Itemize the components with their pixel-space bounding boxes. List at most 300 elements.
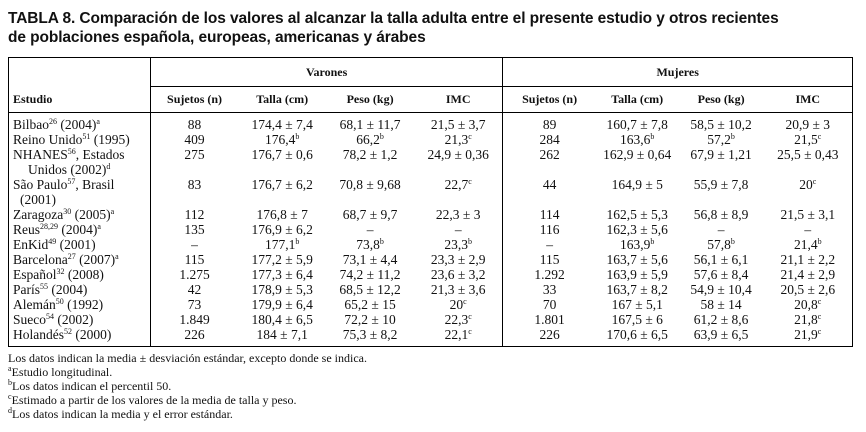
male-subjects-cell <box>150 327 238 347</box>
footnote-mark: c <box>468 327 472 336</box>
male-height-value: 174,4 ± 7,4 <box>251 117 313 132</box>
table-row <box>9 252 853 267</box>
female-weight-value: 56,1 ± 6,1 <box>693 252 749 267</box>
reference-number: 28,29 <box>40 222 58 231</box>
male-weight-cell <box>326 177 414 207</box>
female-subjects-value: – <box>546 237 553 252</box>
female-subjects-cell <box>503 312 596 327</box>
female-bmi-value: 21,1 ± 2,2 <box>780 252 836 267</box>
male-bmi-cell <box>414 132 503 147</box>
female-subjects-cell <box>503 177 596 207</box>
table-row <box>9 222 853 237</box>
male-bmi-cell <box>414 327 503 347</box>
female-subjects-cell <box>503 147 596 177</box>
female-weight-cell <box>679 207 764 222</box>
female-bmi-cell <box>764 267 853 282</box>
male-subjects-value: 1.849 <box>179 312 210 327</box>
female-subjects-value: 116 <box>539 222 560 237</box>
male-subjects-cell <box>150 132 238 147</box>
male-weight-value: 74,2 ± 11,2 <box>339 267 401 282</box>
male-height-cell <box>238 312 326 327</box>
female-weight-value: 58,5 ± 10,2 <box>690 117 752 132</box>
female-bmi-cell <box>764 252 853 267</box>
female-height-cell <box>596 207 679 222</box>
male-height-value: 176,4 <box>265 132 296 147</box>
footnote-text: Estudio longitudinal. <box>11 365 113 379</box>
footnote-text: Los datos indican el percentil 50. <box>12 379 172 393</box>
male-weight-value: 78,2 ± 1,2 <box>342 147 398 162</box>
male-height-value: 178,9 ± 5,3 <box>251 282 313 297</box>
female-height-value: 163,6 <box>620 132 651 147</box>
male-subjects-cell <box>150 297 238 312</box>
reference-number: 50 <box>55 297 64 306</box>
male-subjects-cell <box>150 207 238 222</box>
table-title <box>8 9 858 47</box>
male-weight-cell <box>326 222 414 237</box>
female-subjects-cell <box>503 297 596 312</box>
male-height-value: 177,3 ± 6,4 <box>251 267 313 282</box>
male-bmi-value: 23,6 ± 3,2 <box>430 267 486 282</box>
footnote-text: Estimado a partir de los valores de la media de talla y peso. <box>11 393 297 407</box>
female-weight-cell <box>679 237 764 252</box>
male-subjects-cell <box>150 222 238 237</box>
footnote-mark: c <box>8 392 12 401</box>
male-bmi-cell <box>414 222 503 237</box>
footnote-mark: b <box>379 132 384 141</box>
male-height-cell <box>238 207 326 222</box>
male-bmi-cell <box>414 297 503 312</box>
study-name: Sueco <box>13 312 46 327</box>
male-bmi-value: – <box>454 222 462 237</box>
male-bmi-cell <box>414 237 503 252</box>
female-weight-value: 57,6 ± 8,4 <box>693 267 749 282</box>
study-detail-line2: Unidos (2002) <box>28 162 107 177</box>
female-weight-cell <box>679 312 764 327</box>
title-line-1: TABLA 8. Comparación de los valores al alcanzar la talla adulta entre el presente estudio y otros recientes <box>8 10 779 27</box>
female-weight-cell <box>679 132 764 147</box>
male-subjects-value: 135 <box>184 222 205 237</box>
footnote-mark: a <box>97 222 101 231</box>
footnote-mark: b <box>650 237 655 246</box>
footnote-mark: b <box>730 132 735 141</box>
male-subjects-value: 73 <box>187 297 202 312</box>
male-subjects-cell <box>150 252 238 267</box>
female-bmi-value: 25,5 ± 0,43 <box>777 147 839 162</box>
female-height-cell <box>596 222 679 237</box>
female-height-value: 162,3 ± 5,6 <box>606 222 668 237</box>
male-height-cell <box>238 113 326 133</box>
table-row <box>9 177 853 207</box>
female-subjects-value: 44 <box>542 177 557 192</box>
col-header-female-subjects: Sujetos (n) <box>503 87 596 113</box>
reference-number: 30 <box>63 207 72 216</box>
female-weight-value: 55,9 ± 7,8 <box>693 177 749 192</box>
female-height-value: 160,7 ± 7,8 <box>606 117 668 132</box>
male-weight-cell <box>326 252 414 267</box>
female-bmi-cell <box>764 147 853 177</box>
table-row <box>9 312 853 327</box>
study-detail: (2005) <box>71 207 111 222</box>
female-bmi-cell <box>764 327 853 347</box>
female-subjects-cell <box>503 327 596 347</box>
male-subjects-cell <box>150 113 238 133</box>
female-bmi-value: 21,5 ± 3,1 <box>780 207 836 222</box>
female-weight-cell <box>679 177 764 207</box>
female-height-cell <box>596 113 679 133</box>
female-height-value: 167 ± 5,1 <box>611 297 663 312</box>
female-height-cell <box>596 267 679 282</box>
male-weight-value: 68,5 ± 12,2 <box>339 282 401 297</box>
male-bmi-cell <box>414 147 503 177</box>
female-bmi-cell <box>764 282 853 297</box>
footnote-mark: b <box>468 237 473 246</box>
footnote-mark: a <box>96 117 100 126</box>
reference-number: 57 <box>67 177 76 186</box>
female-subjects-value: 115 <box>539 252 560 267</box>
female-weight-cell <box>679 267 764 282</box>
female-subjects-cell <box>503 222 596 237</box>
study-detail: (1995) <box>90 132 130 147</box>
study-cell <box>9 267 151 282</box>
male-subjects-value: 226 <box>184 327 205 342</box>
female-subjects-cell <box>503 237 596 252</box>
study-name: Alemán <box>13 297 56 312</box>
male-bmi-value: 21,5 ± 3,7 <box>430 117 486 132</box>
female-bmi-value: 21,5 <box>794 132 818 147</box>
footnote-mark: c <box>817 132 822 141</box>
study-name: Barcelona <box>13 252 68 267</box>
male-bmi-value: 22,7 <box>444 177 469 192</box>
male-subjects-cell <box>150 282 238 297</box>
study-cell <box>9 177 151 207</box>
male-weight-cell <box>326 147 414 177</box>
female-height-cell <box>596 237 679 252</box>
footnote-mark: d <box>8 406 12 415</box>
female-height-value: 162,9 ± 0,64 <box>603 147 672 162</box>
study-detail: (1992) <box>63 297 104 312</box>
footnote-mark: a <box>110 207 115 216</box>
male-weight-value: 73,8 <box>356 237 380 252</box>
group-header-female: Mujeres <box>503 58 853 87</box>
male-height-cell <box>238 177 326 207</box>
reference-number: 51 <box>82 132 91 141</box>
footnote-mark: c <box>468 132 472 141</box>
male-weight-value: 66,2 <box>356 132 380 147</box>
footnote-mark: b <box>817 237 822 246</box>
male-bmi-cell <box>414 207 503 222</box>
male-height-cell <box>238 282 326 297</box>
footnote-mark: b <box>650 132 655 141</box>
footnote <box>8 407 858 421</box>
female-weight-value: 57,2 <box>707 132 731 147</box>
female-height-value: 163,9 ± 5,9 <box>606 267 668 282</box>
study-cell <box>9 327 151 347</box>
female-bmi-cell <box>764 177 853 207</box>
male-bmi-cell <box>414 282 503 297</box>
footnote-mark: d <box>106 162 111 171</box>
title-line-2: de poblaciones española, europeas, americanas y árabes <box>8 29 426 46</box>
table-body <box>9 113 853 347</box>
female-weight-value: – <box>717 222 725 237</box>
male-weight-value: 68,1 ± 11,7 <box>339 117 401 132</box>
female-weight-value: 54,9 ± 10,4 <box>690 282 752 297</box>
female-subjects-cell <box>503 207 596 222</box>
male-bmi-value: 23,3 ± 2,9 <box>430 252 486 267</box>
female-weight-value: 56,8 ± 8,9 <box>693 207 749 222</box>
male-subjects-value: 1.275 <box>179 267 210 282</box>
study-detail: , Brasil <box>75 177 115 192</box>
female-bmi-cell <box>764 297 853 312</box>
female-weight-cell <box>679 327 764 347</box>
male-subjects-cell <box>150 177 238 207</box>
male-bmi-value: 22,3 ± 3 <box>435 207 481 222</box>
male-subjects-value: 409 <box>184 132 205 147</box>
male-height-value: 177,2 ± 5,9 <box>251 252 313 267</box>
male-bmi-cell <box>414 267 503 282</box>
male-height-cell <box>238 267 326 282</box>
female-height-cell <box>596 252 679 267</box>
male-subjects-value: 112 <box>184 207 205 222</box>
female-height-value: 163,7 ± 8,2 <box>606 282 668 297</box>
table-row <box>9 207 853 222</box>
footnote-mark: c <box>817 312 822 321</box>
male-bmi-cell <box>414 177 503 207</box>
male-bmi-value: 20 <box>449 297 464 312</box>
footnote-mark: c <box>812 177 817 186</box>
study-cell <box>9 113 151 133</box>
study-cell <box>9 252 151 267</box>
empty-header-cell <box>9 58 151 87</box>
female-height-value: 163,9 <box>620 237 651 252</box>
male-subjects-cell <box>150 312 238 327</box>
male-height-cell <box>238 297 326 312</box>
female-height-cell <box>596 177 679 207</box>
female-subjects-cell <box>503 113 596 133</box>
reference-number: 52 <box>64 327 72 336</box>
male-height-value: 180,4 ± 6,5 <box>251 312 313 327</box>
footnote-mark: a <box>8 364 12 373</box>
study-cell <box>9 237 151 252</box>
female-bmi-value: 21,4 ± 2,9 <box>780 267 836 282</box>
male-weight-value: 73,1 ± 4,4 <box>342 252 398 267</box>
female-bmi-cell <box>764 113 853 133</box>
study-name: Reino Unido <box>13 132 83 147</box>
female-subjects-value: 89 <box>542 117 557 132</box>
footnote-mark: b <box>730 237 735 246</box>
footnote-mark: a <box>115 252 119 261</box>
male-subjects-cell <box>150 237 238 252</box>
footnote-mark: c <box>468 177 472 186</box>
study-name: Reus <box>13 222 40 237</box>
female-bmi-value: 20,9 ± 3 <box>785 117 831 132</box>
female-bmi-cell <box>764 312 853 327</box>
male-weight-value: – <box>366 222 374 237</box>
study-cell <box>9 222 151 237</box>
male-weight-value: 68,7 ± 9,7 <box>342 207 398 222</box>
study-cell <box>9 207 151 222</box>
male-height-value: 179,9 ± 6,4 <box>251 297 313 312</box>
male-weight-value: 72,2 ± 10 <box>344 312 396 327</box>
male-height-cell <box>238 327 326 347</box>
footnote-text: Los datos indican la media ± desviación estándar, excepto donde se indica. <box>8 351 367 365</box>
male-bmi-value: 21,3 ± 3,6 <box>430 282 486 297</box>
table-row <box>9 237 853 252</box>
col-header-male-bmi: IMC <box>414 87 503 113</box>
female-height-value: 163,7 ± 5,6 <box>606 252 668 267</box>
study-name: Bilbao <box>13 117 49 132</box>
female-subjects-value: 33 <box>542 282 557 297</box>
male-weight-value: 70,8 ± 9,68 <box>339 177 401 192</box>
study-detail: (2004) <box>57 117 97 132</box>
female-weight-value: 57,8 <box>707 237 731 252</box>
female-weight-cell <box>679 222 764 237</box>
study-cell <box>9 312 151 327</box>
male-subjects-value: – <box>191 237 198 252</box>
female-subjects-cell <box>503 252 596 267</box>
male-weight-value: 65,2 ± 15 <box>344 297 396 312</box>
female-height-value: 167,5 ± 6 <box>611 312 663 327</box>
female-bmi-cell <box>764 207 853 222</box>
study-name: Zaragoza <box>13 207 64 222</box>
female-bmi-cell <box>764 132 853 147</box>
female-weight-value: 58 ± 14 <box>700 297 742 312</box>
study-detail: (2007) <box>75 252 116 267</box>
female-height-cell <box>596 282 679 297</box>
female-height-cell <box>596 297 679 312</box>
female-weight-value: 67,9 ± 1,21 <box>690 147 752 162</box>
male-weight-cell <box>326 237 414 252</box>
col-header-female-bmi: IMC <box>764 87 853 113</box>
study-cell <box>9 132 151 147</box>
male-subjects-value: 83 <box>187 177 202 192</box>
female-height-cell <box>596 312 679 327</box>
male-height-value: 176,7 ± 0,6 <box>251 147 313 162</box>
reference-number: 27 <box>67 252 76 261</box>
male-bmi-value: 24,9 ± 0,36 <box>427 147 489 162</box>
female-bmi-value: 21,8 <box>794 312 818 327</box>
female-bmi-cell <box>764 237 853 252</box>
study-detail: (2002) <box>54 312 94 327</box>
footnote-text: Los datos indican la media y el error estándar. <box>12 407 233 421</box>
male-weight-cell <box>326 312 414 327</box>
footnote <box>8 393 858 407</box>
female-weight-cell <box>679 147 764 177</box>
group-header-row <box>9 58 853 87</box>
female-subjects-cell <box>503 132 596 147</box>
comparison-table <box>8 57 853 347</box>
female-weight-value: 63,9 ± 6,5 <box>693 327 749 342</box>
col-header-female-height: Talla (cm) <box>596 87 679 113</box>
male-subjects-cell <box>150 267 238 282</box>
female-subjects-value: 70 <box>542 297 557 312</box>
male-height-value: 176,9 ± 6,2 <box>251 222 313 237</box>
male-subjects-value: 88 <box>187 117 202 132</box>
male-height-cell <box>238 237 326 252</box>
male-subjects-value: 42 <box>187 282 202 297</box>
table-row <box>9 282 853 297</box>
reference-number: 56 <box>67 147 76 156</box>
male-height-value: 177,1 <box>265 237 296 252</box>
female-bmi-value: 21,4 <box>793 237 818 252</box>
female-weight-cell <box>679 282 764 297</box>
study-detail: , Estados <box>75 147 125 162</box>
footnote-mark: b <box>295 132 300 141</box>
study-detail: (2004) <box>58 222 98 237</box>
male-subjects-cell <box>150 147 238 177</box>
col-header-study: Estudio <box>9 87 151 113</box>
male-weight-cell <box>326 207 414 222</box>
footnote-mark: b <box>379 237 384 246</box>
male-bmi-cell <box>414 252 503 267</box>
male-weight-cell <box>326 327 414 347</box>
female-bmi-cell <box>764 222 853 237</box>
male-bmi-value: 22,1 <box>444 327 469 342</box>
table-row <box>9 327 853 347</box>
footnote-mark: c <box>817 297 822 306</box>
male-weight-cell <box>326 282 414 297</box>
male-height-cell <box>238 222 326 237</box>
male-height-value: 176,7 ± 6,2 <box>251 177 313 192</box>
table-row <box>9 147 853 177</box>
male-weight-cell <box>326 132 414 147</box>
table-row <box>9 267 853 282</box>
female-weight-cell <box>679 113 764 133</box>
study-name: São Paulo <box>13 177 68 192</box>
male-weight-cell <box>326 267 414 282</box>
male-bmi-cell <box>414 312 503 327</box>
male-height-cell <box>238 132 326 147</box>
col-header-male-subjects: Sujetos (n) <box>150 87 238 113</box>
study-name: París <box>13 282 40 297</box>
study-detail: (2008) <box>64 267 104 282</box>
study-name: EnKid <box>13 237 49 252</box>
female-height-value: 162,5 ± 5,3 <box>606 207 668 222</box>
female-weight-value: 61,2 ± 8,6 <box>693 312 749 327</box>
female-height-value: 170,6 ± 6,5 <box>606 327 668 342</box>
footnote-mark: b <box>295 237 300 246</box>
female-bmi-value: – <box>804 222 812 237</box>
reference-number: 49 <box>48 237 57 246</box>
study-name: NHANES <box>13 147 68 162</box>
female-subjects-value: 114 <box>539 207 560 222</box>
female-height-cell <box>596 147 679 177</box>
female-subjects-cell <box>503 282 596 297</box>
male-weight-value: 75,3 ± 8,2 <box>342 327 398 342</box>
female-subjects-value: 284 <box>539 132 560 147</box>
col-header-male-weight: Peso (kg) <box>326 87 414 113</box>
col-header-female-weight: Peso (kg) <box>679 87 764 113</box>
female-subjects-value: 1.801 <box>534 312 565 327</box>
footnote-mark: b <box>8 378 12 387</box>
female-weight-cell <box>679 297 764 312</box>
female-bmi-value: 21,9 <box>794 327 818 342</box>
male-subjects-value: 275 <box>184 147 205 162</box>
male-height-cell <box>238 252 326 267</box>
male-subjects-value: 115 <box>184 252 205 267</box>
footnote-mark: c <box>463 297 467 306</box>
study-name: Español <box>13 267 57 282</box>
reference-number: 26 <box>49 117 57 126</box>
footnote <box>8 379 858 393</box>
reference-number: 54 <box>46 312 54 321</box>
female-subjects-cell <box>503 267 596 282</box>
footnote-mark: c <box>468 312 472 321</box>
female-height-cell <box>596 132 679 147</box>
table-row <box>9 297 853 312</box>
col-header-male-height: Talla (cm) <box>238 87 326 113</box>
male-bmi-cell <box>414 113 503 133</box>
table-row <box>9 132 853 147</box>
